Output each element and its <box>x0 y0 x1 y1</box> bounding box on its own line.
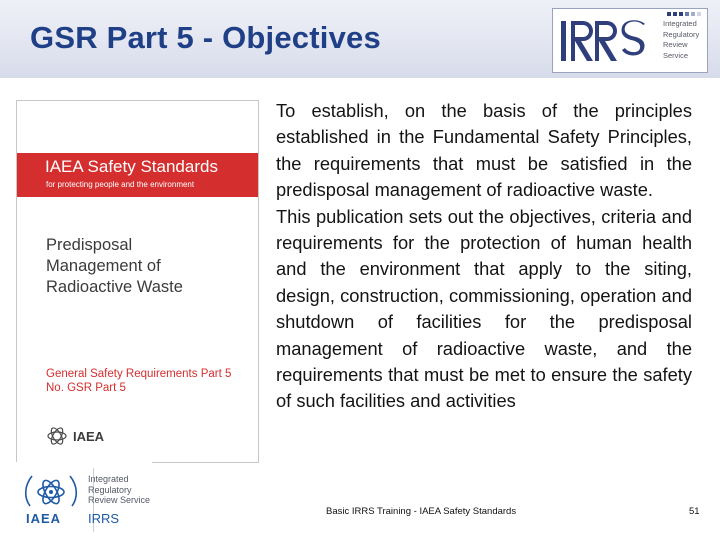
logo-word: Integrated <box>663 19 697 28</box>
book-publication-title <box>46 235 183 298</box>
logo-word: Service <box>663 50 689 60</box>
book-band-subtitle: for protecting people and the environment <box>46 180 195 189</box>
logo-dots-icon <box>667 12 703 16</box>
iaea-label: IAEA <box>26 511 62 526</box>
irrs-word: Integrated <box>88 474 129 484</box>
book-title-line: Radioactive Waste <box>46 278 183 296</box>
logo-word: Regulatory <box>663 29 700 39</box>
book-series-line: General Safety Requirements Part 5 <box>46 368 232 380</box>
irrs-logo-icon <box>559 13 655 69</box>
book-cover-image <box>16 100 259 463</box>
book-series <box>46 367 231 395</box>
logo-word: Review <box>663 40 688 49</box>
book-band-title: IAEA Safety Standards <box>45 157 218 176</box>
irrs-small-words <box>88 474 150 506</box>
slide-header <box>0 0 720 78</box>
iaea-atom-icon <box>22 470 80 514</box>
iaea-irrs-footer-logo <box>14 462 152 538</box>
irrs-word: Regulatory <box>88 484 132 495</box>
irrs-small-abbr: IRRS <box>88 511 120 526</box>
irrs-word: Review Service <box>88 495 151 505</box>
slide-title: GSR Part 5 - Objectives <box>30 20 381 55</box>
iaea-publisher-logo <box>45 423 145 451</box>
iaea-emblem-icon <box>48 426 66 446</box>
slide-body-text <box>276 98 692 415</box>
book-iaea-label: IAEA <box>73 429 105 444</box>
irrs-header-logo <box>552 8 708 73</box>
body-paragraph: This publication sets out the objectives, criteria and requirements for the protection of human health and the environment that apply to the siting, design, construction, commissioning, operation and shutdown of facilities for the predisposal management of radioactive waste, and the requirements that must be met to ensure the safety of such facilities and activities <box>276 205 692 412</box>
book-series-line: No. GSR Part 5 <box>46 382 126 394</box>
footer-text: Basic IRRS Training - IAEA Safety Standards <box>326 506 517 517</box>
body-paragraph: To establish, on the basis of the principles established in the Fundamental Safety Principles, the requirements that must be satisfied in the predisposal management of radioactive waste. <box>276 100 692 201</box>
irrs-logo-words <box>663 19 699 61</box>
page-number: 51 <box>689 506 700 517</box>
book-title-line: Predisposal <box>46 236 133 254</box>
book-title-line: Management of <box>46 257 161 275</box>
